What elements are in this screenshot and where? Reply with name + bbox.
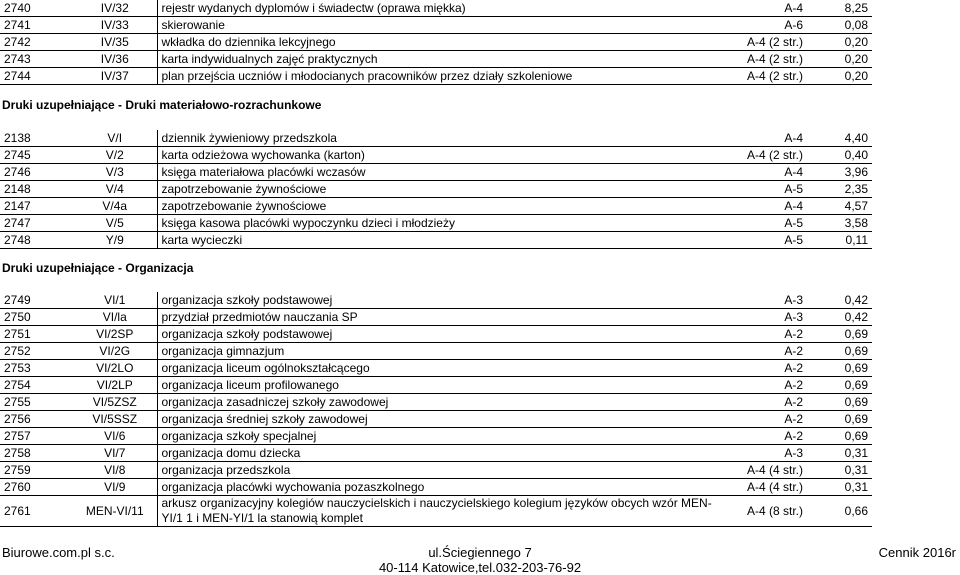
- form-price: 2,35: [807, 181, 872, 198]
- form-name: karta indywidualnych zajęć praktycznych: [157, 51, 735, 68]
- form-name: wkładka do dziennika lekcyjnego: [157, 34, 735, 51]
- form-number: 2758: [0, 445, 73, 462]
- form-format: A-4 (8 str.): [735, 496, 807, 527]
- form-format: A-2: [735, 377, 807, 394]
- form-symbol: IV/37: [73, 68, 157, 85]
- form-name: rejestr wydanych dyplomów i świadectw (oprawa miękka): [157, 0, 735, 17]
- form-symbol: VI/2SP: [73, 326, 157, 343]
- form-number: 2757: [0, 428, 73, 445]
- table-row: [0, 0, 872, 17]
- form-name: karta odzieżowa wychowanka (karton): [157, 147, 735, 164]
- form-format: A-2: [735, 428, 807, 445]
- form-symbol: V/4a: [73, 198, 157, 215]
- form-price: 0,08: [807, 17, 872, 34]
- form-format: A-3: [735, 292, 807, 309]
- form-format: A-5: [735, 215, 807, 232]
- form-format: A-4 (2 str.): [735, 51, 807, 68]
- form-number: 2753: [0, 360, 73, 377]
- form-symbol: MEN-VI/11: [73, 496, 157, 527]
- table-row: [0, 394, 872, 411]
- section-title-organization: Druki uzupełniające - Organizacja: [2, 261, 194, 275]
- form-price: 0,31: [807, 445, 872, 462]
- form-name: organizacja liceum ogólnokształcącego: [157, 360, 735, 377]
- form-price: 0,11: [807, 232, 872, 249]
- form-price: 0,20: [807, 68, 872, 85]
- form-format: A-4 (4 str.): [735, 462, 807, 479]
- table-row: [0, 51, 872, 68]
- form-format: A-2: [735, 411, 807, 428]
- form-symbol: V/2: [73, 147, 157, 164]
- form-number: 2743: [0, 51, 73, 68]
- form-symbol: VI/9: [73, 479, 157, 496]
- form-name: organizacja domu dziecka: [157, 445, 735, 462]
- form-format: A-2: [735, 343, 807, 360]
- form-price: 0,69: [807, 428, 872, 445]
- form-price: 0,40: [807, 147, 872, 164]
- form-name: księga kasowa placówki wypoczynku dzieci i młodzieży: [157, 215, 735, 232]
- footer-address: [0, 545, 960, 575]
- form-format: A-4: [735, 198, 807, 215]
- form-symbol: VI/la: [73, 309, 157, 326]
- form-symbol: VI/6: [73, 428, 157, 445]
- form-symbol: VI/2LO: [73, 360, 157, 377]
- form-number: 2759: [0, 462, 73, 479]
- form-symbol: IV/32: [73, 0, 157, 17]
- footer-city-phone: 40-114 Katowice,tel.032-203-76-92: [378, 560, 582, 575]
- form-price: 3,96: [807, 164, 872, 181]
- table-row: [0, 34, 872, 51]
- form-number: 2740: [0, 0, 73, 17]
- table-row: [0, 462, 872, 479]
- form-number: 2755: [0, 394, 73, 411]
- forms-table-section-2: [0, 130, 872, 249]
- table-row: [0, 309, 872, 326]
- footer-street: ul.Ściegiennego 7: [428, 545, 532, 560]
- form-price: 0,31: [807, 479, 872, 496]
- table-row: [0, 68, 872, 85]
- form-number: 2748: [0, 232, 73, 249]
- form-number: 2138: [0, 130, 73, 147]
- form-name: organizacja zasadniczej szkoły zawodowej: [157, 394, 735, 411]
- form-number: 2741: [0, 17, 73, 34]
- form-price: 0,69: [807, 343, 872, 360]
- form-symbol: VI/2LP: [73, 377, 157, 394]
- table-row: [0, 147, 872, 164]
- form-name: księga materiałowa placówki wczasów: [157, 164, 735, 181]
- form-number: 2148: [0, 181, 73, 198]
- form-price: 4,40: [807, 130, 872, 147]
- form-symbol: VI/5ZSZ: [73, 394, 157, 411]
- form-format: A-2: [735, 394, 807, 411]
- form-name: dziennik żywieniowy przedszkola: [157, 130, 735, 147]
- form-format: A-6: [735, 17, 807, 34]
- form-price: 8,25: [807, 0, 872, 17]
- form-name: przydział przedmiotów nauczania SP: [157, 309, 735, 326]
- form-format: A-4 (2 str.): [735, 34, 807, 51]
- form-format: A-4 (4 str.): [735, 479, 807, 496]
- forms-table-section-3: [0, 292, 872, 527]
- form-price: 0,69: [807, 326, 872, 343]
- form-name: plan przejścia uczniów i młodocianych pracowników przez działy szkoleniowe: [157, 68, 735, 85]
- table-row: [0, 17, 872, 34]
- forms-table-section-1: [0, 0, 872, 85]
- form-name: zapotrzebowanie żywnościowe: [157, 181, 735, 198]
- footer-price-list-label: Cennik 2016r: [878, 545, 956, 560]
- table-row: [0, 215, 872, 232]
- form-number: 2742: [0, 34, 73, 51]
- table-row: [0, 411, 872, 428]
- form-price: 0,69: [807, 411, 872, 428]
- table-row: [0, 360, 872, 377]
- table-row: [0, 292, 872, 309]
- form-number: 2750: [0, 309, 73, 326]
- form-symbol: V/I: [73, 130, 157, 147]
- form-price: 3,58: [807, 215, 872, 232]
- form-symbol: VI/1: [73, 292, 157, 309]
- form-symbol: V/3: [73, 164, 157, 181]
- form-name: organizacja szkoły podstawowej: [157, 326, 735, 343]
- table-row: [0, 164, 872, 181]
- form-format: A-4: [735, 130, 807, 147]
- form-format: A-5: [735, 181, 807, 198]
- form-price: 4,57: [807, 198, 872, 215]
- form-price: 0,20: [807, 51, 872, 68]
- form-name: skierowanie: [157, 17, 735, 34]
- form-price: 0,66: [807, 496, 872, 527]
- form-symbol: VI/2G: [73, 343, 157, 360]
- table-row: [0, 445, 872, 462]
- form-price: 0,31: [807, 462, 872, 479]
- form-symbol: V/5: [73, 215, 157, 232]
- form-symbol: VI/8: [73, 462, 157, 479]
- form-name: organizacja przedszkola: [157, 462, 735, 479]
- form-name: organizacja średniej szkoły zawodowej: [157, 411, 735, 428]
- form-price: 0,69: [807, 377, 872, 394]
- form-format: A-4 (2 str.): [735, 68, 807, 85]
- form-number: 2747: [0, 215, 73, 232]
- form-format: A-3: [735, 309, 807, 326]
- form-format: A-4 (2 str.): [735, 147, 807, 164]
- form-symbol: VI/7: [73, 445, 157, 462]
- table-row: [0, 181, 872, 198]
- form-price: 0,20: [807, 34, 872, 51]
- form-format: A-2: [735, 326, 807, 343]
- form-name: organizacja szkoły specjalnej: [157, 428, 735, 445]
- form-name: organizacja szkoły podstawowej: [157, 292, 735, 309]
- form-price: 0,69: [807, 394, 872, 411]
- table-row: [0, 232, 872, 249]
- form-name: arkusz organizacyjny kolegiów nauczycielskich i nauczycielskiego kolegium języków obcych wzór MEN-YI/1 1 i MEN-YI/1 la stanowią komplet: [157, 496, 735, 527]
- table-row: [0, 130, 872, 147]
- table-row: [0, 377, 872, 394]
- form-number: 2751: [0, 326, 73, 343]
- form-number: 2744: [0, 68, 73, 85]
- form-name: zapotrzebowanie żywnościowe: [157, 198, 735, 215]
- form-format: A-3: [735, 445, 807, 462]
- form-symbol: IV/36: [73, 51, 157, 68]
- table-row: [0, 479, 872, 496]
- table-row: [0, 428, 872, 445]
- table-row: [0, 326, 872, 343]
- form-name: organizacja liceum profilowanego: [157, 377, 735, 394]
- form-number: 2760: [0, 479, 73, 496]
- form-symbol: Y/9: [73, 232, 157, 249]
- table-row: [0, 198, 872, 215]
- form-number: 2147: [0, 198, 73, 215]
- form-format: A-5: [735, 232, 807, 249]
- form-price: 0,42: [807, 309, 872, 326]
- form-number: 2746: [0, 164, 73, 181]
- form-symbol: IV/33: [73, 17, 157, 34]
- form-format: A-4: [735, 164, 807, 181]
- form-number: 2754: [0, 377, 73, 394]
- form-format: A-4: [735, 0, 807, 17]
- form-format: A-2: [735, 360, 807, 377]
- form-number: 2745: [0, 147, 73, 164]
- form-number: 2752: [0, 343, 73, 360]
- table-row: [0, 343, 872, 360]
- footer-company: Biurowe.com.pl s.c.: [2, 545, 115, 560]
- section-title-materials: Druki uzupełniające - Druki materiałowo-rozrachunkowe: [2, 98, 322, 112]
- form-name: organizacja placówki wychowania pozaszkolnego: [157, 479, 735, 496]
- form-symbol: V/4: [73, 181, 157, 198]
- form-price: 0,69: [807, 360, 872, 377]
- form-name: organizacja gimnazjum: [157, 343, 735, 360]
- form-price: 0,42: [807, 292, 872, 309]
- form-symbol: IV/35: [73, 34, 157, 51]
- form-symbol: VI/5SSZ: [73, 411, 157, 428]
- table-row: [0, 496, 872, 527]
- form-number: 2761: [0, 496, 73, 527]
- form-name: karta wycieczki: [157, 232, 735, 249]
- form-number: 2756: [0, 411, 73, 428]
- form-number: 2749: [0, 292, 73, 309]
